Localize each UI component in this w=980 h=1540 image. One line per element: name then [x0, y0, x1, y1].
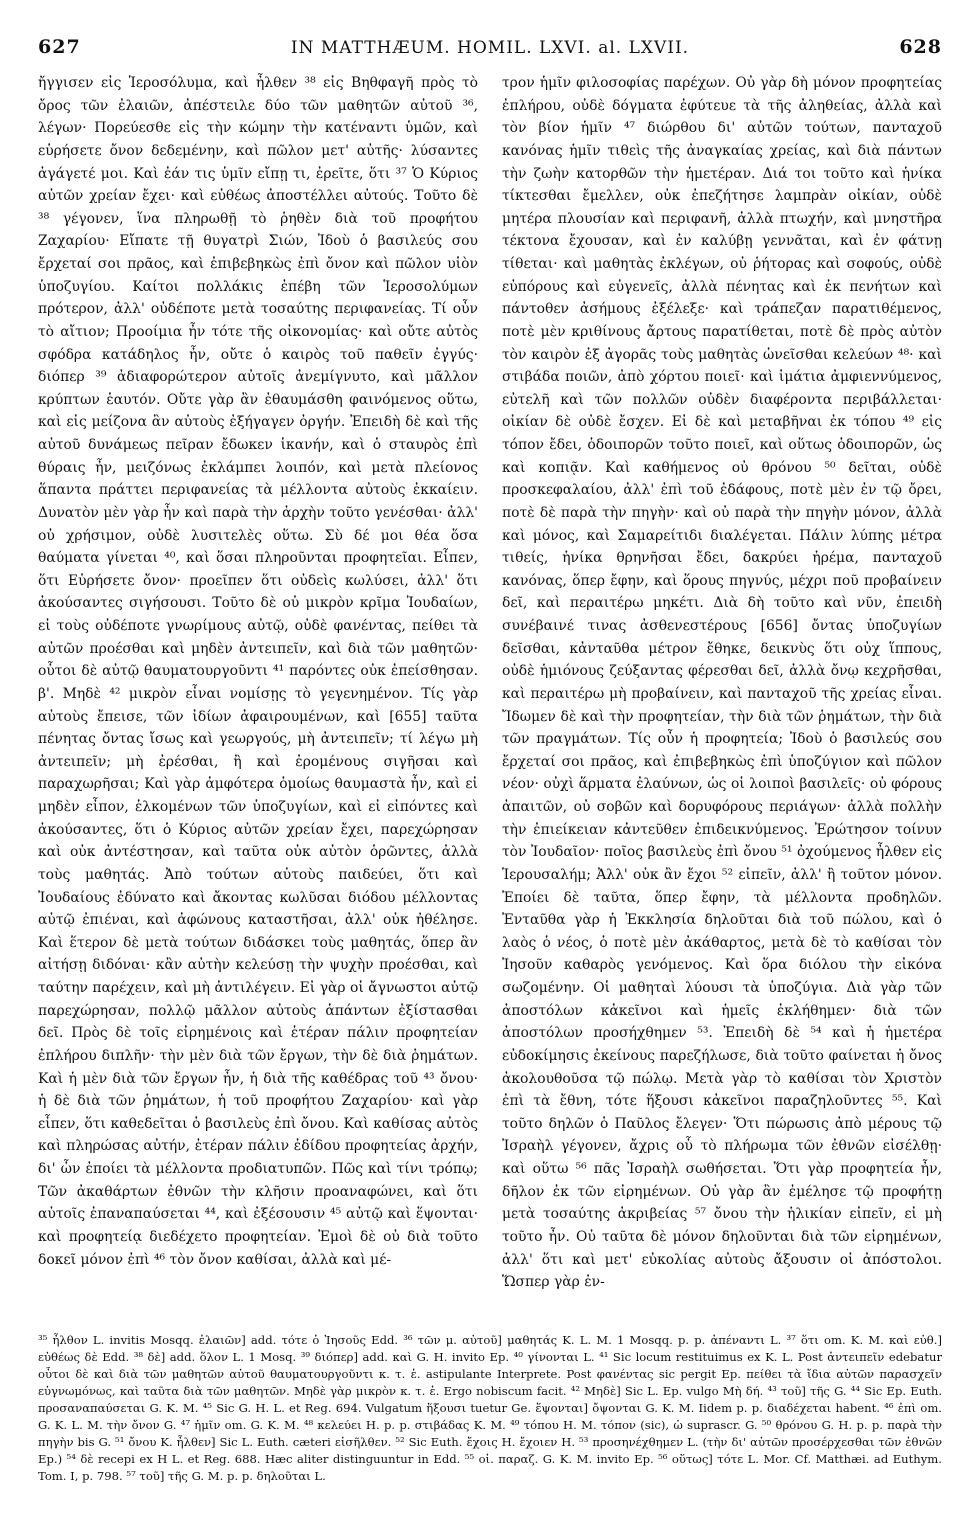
- left-column-text: ἤγγισεν εἰς Ἱεροσόλυμα, καὶ ἦλθεν ³⁸ εἰς Βηθφαγῆ πρὸς τὸ ὄρος τῶν ἐλαιῶν, ἀπέστειλε δύο τῶν μαθητῶν αὐτοῦ ³⁶, λέγων· Πορεύεσθε εἰς τὴν κώμην τὴν κατέναντι ὑμῶν, καὶ εὑρήσετε ὄνον δεδεμένην, καὶ πῶλον μετ' αὐτῆς· λύσαντες ἀγάγετέ μοι. Καὶ ἐάν τις ὑμῖν εἴπῃ τι, ἐρεῖτε, ὅτι ³⁷ Ὁ Κύριος αὐτῶν χρείαν ἔχει· καὶ εὐθέως ἀποστέλλει αὐτούς. Τοῦτο δὲ ³⁸ γέγονεν, ἵνα πληρωθῇ τὸ ῥηθὲν διὰ τοῦ προφήτου Ζαχαρίου· Εἴπατε τῇ θυγατρὶ Σιών, Ἰδοὺ ὁ βασιλεύς σου ἔρχεταί σοι πρᾶος, καὶ ἐπιβεβηκὼς ἐπὶ ὄνον καὶ πῶλον υἱὸν ὑποζυγίου. Καίτοι πολλάκις ἐπέβη τῶν Ἱεροσολύμων πρότερον, ἀλλ' οὐδέποτε μετὰ τοσαύτης περιφανείας. Τί οὖν τὸ αἴτιον; Προοίμια ἦν τότε τῆς οἰκονομίας· καὶ οὔτε αὐτὸς σφόδρα κατάδηλος ἦν, οὔτε ὁ καιρὸς τοῦ παθεῖν ἐγγύς· διόπερ ³⁹ ἀδιαφορώτερον αὐτοῖς ἀνεμίγνυτο, καὶ μᾶλλον κρύπτων ἑαυτόν. Οὔτε γὰρ ἂν ἐθαυμάσθη φαινόμενος οὕτω, καὶ εἰς μείζονα ἂν αὐτοὺς ἐξήγαγεν ὀργήν. Ἐπειδὴ δὲ καὶ τῆς αὐτοῦ δυνάμεως πεῖραν ἔδωκεν ἱκανήν, καὶ ὁ σταυρὸς ἐπὶ θύραις ἦν, μειζόνως ἐκλάμπει λοιπόν, καὶ μετὰ πλείονος ἅπαντα πράττει περιφανείας τὰ μέλλοντα αὐτοὺς ἐκκαίειν. Δυνατὸν μὲν γὰρ ἦν καὶ παρὰ τὴν ἀρχὴν τοῦτο γενέσθαι· ἀλλ' οὐ χρήσιμον, οὐδὲ λυσιτελὲς οὕτω. Σὺ δέ μοι θέα ὅσα θαύματα γίνεται ⁴⁰, καὶ ὅσαι πληροῦνται προφητεῖαι. Εἶπεν, ὅτι Εὑρήσετε ὄνον· προεῖπεν ὅτι οὐδεὶς κωλύσει, ἀλλ' ὅτι ἀκούσαντες σιγήσουσι. Τοῦτο δὲ οὐ μικρὸν κρῖμα Ἰουδαίων, εἰ τοὺς οὐδέποτε γνωρίμους αὐτῷ, οὐδὲ φανέντας, πείθει τὰ αὐτῶν προέσθαι καὶ μηδὲν ἀντειπεῖν, καὶ διὰ τῶν μαθητῶν· οὗτοι δὲ αὐτῷ θαυματουργοῦντι ⁴¹ παρόντες οὐκ ἐπείσθησαν. β'. Μηδὲ ⁴² μικρὸν εἶναι νομίσῃς τὸ γεγενημένον. Τίς γὰρ αὐτοὺς ἔπεισε, τῶν ἰδίων ἀφαιρουμένων, καὶ [655] ταῦτα πένητας ὄντας ἴσως καὶ γεωργούς, μὴ ἀντειπεῖν; τί λέγω μὴ ἀντειπεῖν; μὴ ἐρέσθαι, ἢ καὶ ἐρομένους σιγῆσαι καὶ παραχωρῆσαι; Καὶ γὰρ ἀμφότερα ὁμοίως θαυμαστὰ ἦν, καὶ εἰ μηδὲν εἶπον, ἑλκομένων τῶν ὑποζυγίων, καὶ εἰ εἰπόντες καὶ ἀκούσαντες, ὅτι ὁ Κύριος αὐτῶν χρείαν ἔχει, παρεχώρησαν καὶ οὐκ ἀντέστησαν, καὶ ταῦτα οὐκ αὐτὸν ὁρῶντες, ἀλλὰ τοὺς μαθητάς. Ἀπὸ τούτων αὐτοὺς παιδεύει, ὅτι καὶ Ἰουδαίους ἐδύνατο καὶ ἄκοντας κωλῦσαι διόδου μέλλοντας αὐτῷ ἐπιέναι, καὶ ἀφώνους καταστῆσαι, ἀλλ' οὐκ ἠθέλησε. Καὶ ἕτερον δὲ μετὰ τούτων διδάσκει τοὺς μαθητάς, ὅπερ ἂν αἰτήσῃ διδόναι· κἂν αὐτὴν κελεύσῃ τὴν ψυχὴν προέσθαι, καὶ ταύτην παρέχειν, καὶ μὴ ἀντιλέγειν. Εἰ γὰρ οἱ ἄγνωστοι αὐτῷ παρεχώρησαν, πολλῷ μᾶλλον αὐτοὺς ἁπάντων ἐξίστασθαι δεῖ. Πρὸς δὲ τοῖς εἰρημένοις καὶ ἑτέραν πάλιν προφητείαν ἐπλήρου διπλῆν· τὴν μὲν διὰ τῶν ἔργων, τὴν δὲ διὰ ῥημάτων. Καὶ ἡ μὲν διὰ τῶν ἔργων ἦν, ἡ διὰ τῆς καθέδρας τοῦ ⁴³ ὄνου· ἡ δὲ διὰ τῶν ῥημάτων, ἡ τοῦ προφήτου Ζαχαρίου· καὶ γὰρ εἶπεν, ὅτι καθεδεῖται ὁ βασιλεὺς ἐπὶ ὄνου. Καὶ καθίσας αὐτὸς καὶ πληρώσας αὐτήν, ἑτέραν πάλιν ἐδίδου προφητείας ἀρχήν, δι' ὧν ἐποίει τὰ μέλλοντα προδιατυπῶν. Πῶς καὶ τίνι τρόπῳ; Τῶν ἀκαθάρτων ἐθνῶν τὴν κλῆσιν προαναφώνει, καὶ ὅτι αὐτοῖς ἐπαναπαύσεται ⁴⁴, καὶ ἐξέσουσιν ⁴⁵ αὐτῷ καὶ ἕψονται· καὶ προφητείᾳ διεδέχετο προφητείαν. Ἐμοὶ δὲ οὐ διὰ τοῦτο δοκεῖ μόνον ἐπὶ ⁴⁶ τὸν ὄνον καθίσαι, ἀλλὰ καὶ μέ-: [38, 75, 478, 1268]
- footnotes-text: ³⁵ ἦλθον L. invitis Mosqq. ἐλαιῶν] add. τότε ὁ Ἰησοῦς Edd. ³⁶ τῶν μ. αὐτοῦ] μαθητάς K. L. M. 1 Mosqq. p. p. ἀπέναντι L. ³⁷ ὅτι om. K. M. καὶ εὐθ.] εὐθέως δὲ Edd. ³⁸ δὲ] add. ὅλον L. 1 Mosq. ³⁹ διόπερ] add. καὶ G. H. invito Ep. ⁴⁰ γίνονται L. ⁴¹ Sic locum restituimus ex K. L. Post ἀντειπεῖν edebatur οὗτοι δὲ καὶ διὰ τῶν μαθητῶν αὐτοῦ θαυματουργοῦντι κ. τ. ἑ. astipulante Interprete. Post φανέντας sic pergit Ep. πείθει τὰ ἴδια αὐτῶν παρασχεῖν εὐγνωμόνως, καὶ ταῦτα διὰ τῶν μαθητῶν. Μηδὲ γὰρ μικρὸν κ. τ. ἑ. Ergo nobiscum facit. ⁴² Μηδὲ] Sic L. Ep. vulgo Μὴ δή. ⁴³ τοῦ] τῆς G. ⁴⁴ Sic Ep. Euth. προσαναπαύσεται G. K. M. ⁴⁵ Sic G. H. L. et Reg. 694. Vulgatum ἥξουσι tuetur Ge. ἕψονται] ὄψονται G. K. M. Iidem p. p. διαδέχεται habent. ⁴⁶ ἐπὶ om. G. K. L. M. τὴν ὄνον G. ⁴⁷ ἡμῖν om. G. K. M. ⁴⁸ κελεύει H. p. p. στιβάδας K. M. ⁴⁹ τόπου H. M. τόπον (sic), ὡ suprascr. G. ⁵⁰ θρόνου G. H. p. p. παρὰ τὴν πηγὴν bis G. ⁵¹ ὄνου K. ἦλθεν] Sic L. Euth. cæteri εἰσῆλθεν. ⁵² Sic Euth. ἔχοις H. ἔχοιεν H. ⁵³ προσηνέχθημεν L. (τὴν δι' αὐτῶν προσέρχεσθαι τῶν ἐθνῶν Ep.) ⁵⁴ δὲ recepi ex H L. et Reg. 688. Hæc aliter distinguuntur in Edd. ⁵⁵ οἱ. παραζ. G. K. M. invito Ep. ⁵⁶ οὕτως] τότε L. Mor. Cf. Matthæi. ad Euthym. Tom. I, p. 798. ⁵⁷ τοῦ] τῆς G. M. p. p. δηλοῦται L.: [38, 1333, 942, 1483]
- page-header: [38, 36, 942, 66]
- right-column: [502, 72, 942, 1294]
- left-column: [38, 72, 478, 1271]
- page-number-left: 627: [38, 36, 81, 58]
- footnotes: [38, 1332, 942, 1485]
- running-title: IN MATTHÆUM. HOMIL. LXVI. al. LXVII.: [290, 38, 690, 58]
- page-number-right: 628: [899, 36, 942, 58]
- right-column-text: τρον ἡμῖν φιλοσοφίας παρέχων. Οὐ γὰρ δὴ μόνον προφητείας ἐπλήρου, οὐδὲ δόγματα ἐφύτευε τὰ τῆς ἀληθείας, ἀλλὰ καὶ τὸν βίον ἡμῖν ⁴⁷ διώρθου δι' αὐτῶν τούτων, πανταχοῦ κανόνας ἡμῖν τιθεὶς τῆς ἀναγκαίας χρείας, καὶ διὰ πάντων τὴν ζωὴν κατορθῶν τὴν ἡμετέραν. Διά τοι τοῦτο καὶ ἡνίκα τίκτεσθαι ἔμελλεν, οὐκ ἐπεζήτησε λαμπρὰν οἰκίαν, οὐδὲ μητέρα πλουσίαν καὶ περιφανῆ, ἀλλὰ πτωχήν, καὶ μνηστῆρα τέκτονα ἔχουσαν, καὶ ἐν καλύβῃ γεννᾶται, καὶ ἐν φάτνῃ τίθεται· καὶ μαθητὰς ἐκλέγων, οὐ ῥήτορας καὶ σοφούς, οὐδὲ εὐπόρους καὶ εὐγενεῖς, ἀλλὰ πένητας καὶ ἐκ πενήτων καὶ πάντοθεν ἀσήμους ἐξέλεξε· καὶ τράπεζαν παρατιθέμενος, ποτὲ μὲν κριθίνους ἄρτους παρατίθεται, ποτὲ δὲ πρὸς αὐτὸν τὸν καιρὸν ἐξ ἀγορᾶς τοὺς μαθητὰς ὠνεῖσθαι κελεύων ⁴⁸· καὶ στιβάδα ποιῶν, ἀπὸ χόρτου ποιεῖ· καὶ ἱμάτια ἀμφιεννύμενος, εὐτελῆ καὶ τῶν πολλῶν οὐδὲν διαφέροντα περιβάλλεται· οἰκίαν δὲ οὐδὲ ἔσχεν. Εἰ δὲ καὶ μεταβῆναι ἐκ τόπου ⁴⁹ εἰς τόπον ἔδει, ὁδοιπορῶν τοῦτο ποιεῖ, καὶ οὕτως ὁδοιπορῶν, ὡς καὶ κοπιᾷν. Καὶ καθήμενος οὐ θρόνου ⁵⁰ δεῖται, οὐδὲ προσκεφαλαίου, ἀλλ' ἐπὶ τοῦ ἐδάφους, ποτὲ μὲν ἐν τῷ ὄρει, ποτὲ δὲ παρὰ τὴν πηγὴν· καὶ οὐ παρὰ τὴν πηγὴν μόνον, ἀλλὰ καὶ μόνος, καὶ Σαμαρείτιδι διαλέγεται. Πάλιν λύπης μέτρα τιθείς, ἡνίκα θρηνῆσαι ἔδει, δακρύει ἠρέμα, πανταχοῦ κανόνας, ὅπερ ἔφην, καὶ ὅρους πηγνύς, μέχρι ποῦ προβαίνειν δεῖ, καὶ περαιτέρω μηκέτι. Διὰ δὴ τοῦτο καὶ νῦν, ἐπειδὴ συνέβαινέ τινας ἀσθενεστέρους [656] ὄντας ὑποζυγίων δεῖσθαι, κἀνταῦθα μέτρον ἔθηκε, δεικνὺς ὅτι οὐχ ἵππους, οὐδὲ ἡμιόνους ζεύξαντας φέρεσθαι δεῖ, ἀλλὰ ὄνῳ κεχρῆσθαι, καὶ περαιτέρω μὴ προβαίνειν, καὶ πανταχοῦ τῆς χρείας εἶναι. Ἴδωμεν δὲ καὶ τὴν προφητείαν, τὴν διὰ τῶν ῥημάτων, τὴν διὰ τῶν πραγμάτων. Τίς οὖν ἡ προφητεία; Ἰδοὺ ὁ βασιλεύς σου ἔρχεταί σοι πρᾶος, καὶ ἐπιβεβηκὼς ἐπὶ ὑποζύγιον καὶ πῶλον νέον· οὐχὶ ἅρματα ἐλαύνων, ὡς οἱ λοιποὶ βασιλεῖς· οὐ φόρους ἀπαιτῶν, οὐ σοβῶν καὶ δορυφόρους περιάγων· ἀλλὰ πολλὴν τὴν ἐπιείκειαν κἀντεῦθεν ἐπιδεικνύμενος. Ἐρώτησον τοίνυν τὸν Ἰουδαῖον· ποῖος βασιλεὺς ἐπὶ ὄνου ⁵¹ ὀχούμενος ἦλθεν εἰς Ἱερουσαλήμ; Ἀλλ' οὐκ ἂν ἔχοι ⁵² εἰπεῖν, ἀλλ' ἢ τοῦτον μόνον. Ἐποίει δὲ ταῦτα, ὅπερ ἔφην, τὰ μέλλοντα προδηλῶν. Ἐνταῦθα γὰρ ἡ Ἐκκλησία δηλοῦται διὰ τοῦ πώλου, καὶ ὁ λαὸς ὁ νέος, ὁ ποτὲ μὲν ἀκάθαρτος, μετὰ δὲ τὸ καθίσαι τὸν Ἰησοῦν καθαρὸς γενόμενος. Καὶ ὅρα διόλου τὴν εἰκόνα σωζομένην. Οἱ μαθηταὶ λύουσι τὰ ὑποζύγια. Διὰ γὰρ τῶν ἀποστόλων κἀκεῖνοι καὶ ἡμεῖς ἐκλήθημεν· διὰ τῶν ἀποστόλων προσήχθημεν ⁵³. Ἐπειδὴ δὲ ⁵⁴ καὶ ἡ ἡμετέρα εὐδοκίμησις ἐκείνους παρεζήλωσε, διὰ τοῦτο φαίνεται ἡ ὄνος ἀκολουθοῦσα τῷ πώλῳ. Μετὰ γὰρ τὸ καθίσαι τὸν Χριστὸν ἐπὶ τὰ ἔθνη, τότε ἥξουσι κἀκεῖνοι παραζηλοῦντες ⁵⁵. Καὶ τοῦτο δηλῶν ὁ Παῦλος ἔλεγεν· Ὅτι πώρωσις ἀπὸ μέρους τῷ Ἰσραὴλ γέγονεν, ἄχρις οὗ τὸ πλήρωμα τῶν ἐθνῶν εἰσέλθῃ· καὶ οὕτω ⁵⁶ πᾶς Ἰσραὴλ σωθήσεται. Ὅτι γὰρ προφητεία ἦν, δῆλον ἐκ τῶν εἰρημένων. Οὐ γὰρ ἂν ἐμέλησε τῷ προφήτῃ μετὰ τοσαύτης ἀκριβείας ⁵⁷ ὄνου τὴν ἡλικίαν εἰπεῖν, εἰ μὴ τοῦτο ἦν. Οὐ ταῦτα δὲ μόνον δηλοῦνται διὰ τῶν εἰρημένων, ἀλλ' ὅτι καὶ μετ' εὐκολίας αὐτοὺς ἄξουσιν οἱ ἀπόστολοι. Ὥσπερ γὰρ ἐν-: [502, 75, 942, 1291]
